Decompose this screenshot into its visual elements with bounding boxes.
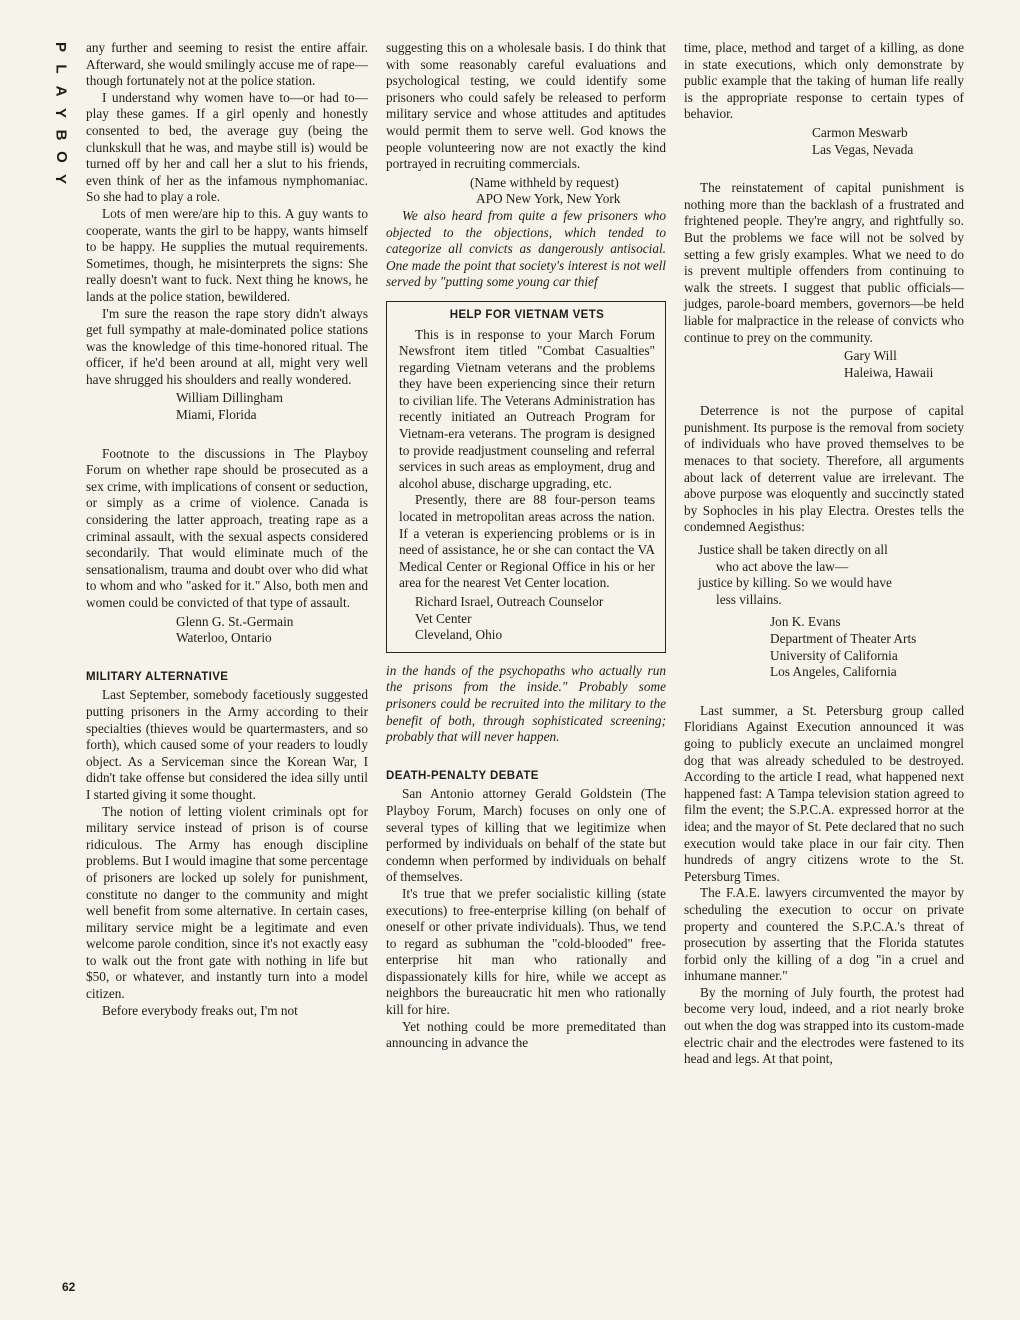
paragraph: San Antonio attorney Gerald Goldstein (The Playboy Forum, March) focuses on only one of several types of killing that we legitimize when performed by individuals on behalf of the state but condemn when performed by individuals on behalf of themselves.: [386, 786, 666, 885]
signature-place: Cleveland, Ohio: [415, 627, 503, 643]
paragraph: Yet nothing could be more premeditated than announcing in advance the: [386, 1018, 666, 1051]
paragraph: time, place, method and target of a killing, as done in state executions, which only demonstrate by public example that the taking of human life really is the appropriate response to certain types of behavior.: [684, 40, 964, 122]
signature-place: Vet Center: [415, 610, 472, 626]
signature-name: Richard Israel, Outreach Counselor: [415, 594, 604, 609]
paragraph: Presently, there are 88 four-person teams located in metropolitan areas across the nation. If a veteran is experiencing problems or is in need of assistance, he or she can contact the VA Medical Center or Regional Office in his or her area for the nearest Vet Center location.: [399, 492, 655, 591]
signature-place: Miami, Florida: [176, 407, 257, 423]
verse-line: justice by killing. So we would have: [698, 575, 892, 591]
signature-name: (Name withheld by request): [470, 174, 619, 190]
paragraph: Last September, somebody facetiously suggested putting prisoners in the Army according to their specialties (thieves would be quartermasters, and so forth), which caused some of your readers to loudly object. As a Serviceman since the Korean War, I didn't take offense but considered the idea silly until I started giving it some thought.: [86, 687, 368, 802]
brand-vertical: [50, 40, 72, 187]
signature-place: Waterloo, Ontario: [176, 630, 272, 646]
paragraph: I'm sure the reason the rape story didn't always get full sympathy at male-dominated police stations was the knowledge of this time-honored ritual. The officer, if he'd been around at all, might very well have shrugged his shoulders and really wondered.: [86, 305, 368, 387]
brand-letter: B: [52, 129, 70, 142]
sidebar-heading: HELP FOR VIETNAM VETS: [449, 308, 605, 321]
paragraph: The notion of letting violent criminals opt for military service instead of prison is of course ridiculous. The Army has enough discipline problems. But I would imagine that some percentage of prisoners are locked up solely for punishment, constitute no danger to the community and might well benefit from some alternative. In certain cases, military service might be a legitimate and even welcome parole condition, since it's not exactly easy to walk out the front gate with nothing in life but $50, or whatever, and instantly turn into a model citizen.: [86, 803, 368, 1002]
signature-place: Las Vegas, Nevada: [812, 141, 914, 157]
signature-place: Haleiwa, Hawaii: [844, 364, 934, 380]
column-2: [386, 40, 666, 1052]
signature-affiliation: Department of Theater Arts: [770, 631, 917, 646]
signature: [386, 175, 666, 208]
brand-letter: P: [52, 41, 70, 54]
paragraph: This is in response to your March Forum Newsfront item titled "Combat Casualties" regarding Vietnam veterans and the problems they have been experiencing since their return to civilian life. The Veterans Administration has recently initiated an Outreach Program for Vietnam-era veterans. The program is designed to provide readjustment counseling and referral services in such areas as employment, drug and alcohol abuse, discharge upgrading, etc.: [399, 326, 655, 491]
paragraph: Lots of men were/are hip to this. A guy wants to cooperate, wants the girl to be happy, wants himself to be happy. He supplies the mutual requirements. Sometimes, though, he misinterprets the signs: She really doesn't want to fuck. Next thing he knows, he lands at the police station, bewildered.: [86, 205, 368, 304]
signature-place: APO New York, New York: [476, 191, 621, 207]
signature-affiliation: University of California: [770, 647, 898, 663]
verse-quote: [698, 542, 964, 608]
signature-name: Gary Will: [844, 348, 897, 364]
signature: [399, 594, 655, 644]
signature: [684, 348, 964, 381]
paragraph: suggesting this on a wholesale basis. I do think that with some reasonably careful evaluations and psychological testing, we could identify some prisoners who could safely be released to perform military service and whose attitudes and aptitudes would permit them to serve well. God knows the people volunteering now are not exactly the kind portrayed in recruiting commercials.: [386, 40, 666, 172]
column-3: [684, 40, 964, 1068]
signature-name: Jon K. Evans: [770, 614, 841, 630]
section-heading: MILITARY ALTERNATIVE: [86, 670, 229, 683]
sidebar-box-vietnam-vets: [386, 301, 666, 653]
paragraph: Last summer, a St. Petersburg group called Floridians Against Execution announced it was going to publicly execute an unclaimed mongrel dog that was already scheduled to be destroyed. According to the article I read, what happened next happened fast: A Tampa television station agreed to film the event; the S.P.C.A. expressed horror at the idea; and the mayor of St. Pete declared that no such execution would take place in our fair city. Then hundreds of angry citizens wrote to the St. Petersburg Times.: [684, 702, 964, 884]
paragraph: The reinstatement of capital punishment is nothing more than the backlash of a frustrated and frightened people. They're angry, and rightfully so. But the problems we face will not be solved by setting a few grisly examples. What we need to do is prevent multiple offenders from continuing to walk the streets. I suggest that public officials—judges, parole-board members, governors—be held liable for malpractice in the release of convicts who continue to prey on the community.: [684, 180, 964, 345]
editor-note: in the hands of the psychopaths who actually run the prisons from the inside." Probably some prisoners could be recruited into the military to the benefit of both, through sophisticated screening; probably that will never happen.: [386, 662, 666, 745]
section-heading: DEATH-PENALTY DEBATE: [386, 769, 539, 782]
signature-name: Carmon Meswarb: [812, 124, 908, 140]
signature-place: Los Angeles, California: [770, 664, 897, 680]
signature: [86, 390, 368, 423]
signature: [86, 614, 368, 647]
paragraph: Deterrence is not the purpose of capital punishment. Its purpose is the removal from society of individuals who have proved themselves to be menaces to that society. Therefore, all arguments about lack of deterrent value are irrelevant. The above purpose was eloquently and succinctly stated by Sophocles in his play Electra. Orestes tells the condemned Aegisthus:: [684, 403, 964, 535]
signature-name: Glenn G. St.-Germain: [176, 613, 294, 629]
paragraph: The F.A.E. lawyers circumvented the mayor by scheduling the execution to occur on private property and countered the S.P.C.A.'s threat of prosecution by asserting that the Florida statutes forbid only the killing of a dog "in a cruel and inhumane manner.": [684, 885, 964, 984]
paragraph: By the morning of July fourth, the protest had become very loud, indeed, and a riot nearly broke out when the dog was strapped into its custom-made electric chair and the electrodes were fastened to its head and legs. At that point,: [684, 984, 964, 1067]
page-number: 62: [62, 1280, 76, 1294]
paragraph: I understand why women have to—or had to—play these games. If a girl openly and honestly consented to bed, the average guy (being the clunkskull that he was, and maybe still is) would be turned off by her and call her a slut to his friends, even think of her as the infamous nymphomaniac. So she had to play a role.: [86, 89, 368, 205]
signature: [684, 125, 964, 158]
brand-letter: A: [52, 85, 70, 98]
paragraph: Before everybody freaks out, I'm not: [102, 1002, 298, 1018]
paragraph: It's true that we prefer socialistic killing (state executions) to free-enterprise killing (on behalf of oneself or other private individuals). Thus, we tend to regard as subhuman the "cold-blooded" free-enterprise hit man who rationally and dispassionately kills for hire, while we accept as neighbors the bureaucratic hit men who rationally kill for hire.: [386, 885, 666, 1018]
editor-note: We also heard from quite a few prisoners who objected to the objections, which tended to categorize all convicts as dangerously antisocial. One made the point that society's interest is not well served by "putting some young car thief: [386, 207, 666, 290]
brand-letter: O: [52, 151, 70, 164]
paragraph: any further and seeming to resist the entire affair. Afterward, she would smilingly accuse me of rape—though fortunately not at the police station.: [86, 40, 368, 89]
brand-letter: Y: [52, 107, 70, 120]
verse-line: Justice shall be taken directly on all: [698, 542, 888, 558]
brand-letter: Y: [52, 173, 70, 186]
paragraph: Footnote to the discussions in The Playboy Forum on whether rape should be prosecuted as a sex crime, with implications of consent or seduction, or simply as a crime of violence. Canada is considering the latter approach, treating rape as a criminal assault, with the sexual aspects considered secondarily. That would eliminate much of the sensationalism, trauma and doubt over who did what to whom and who "asked for it." Also, both men and women could be convicted of that type of assault.: [86, 445, 368, 610]
column-1: [86, 40, 368, 1019]
verse-line: who act above the law—: [716, 558, 849, 574]
verse-line: less villains.: [716, 591, 782, 607]
signature-name: William Dillingham: [176, 390, 283, 406]
signature: [684, 614, 964, 680]
brand-letter: L: [52, 64, 70, 75]
